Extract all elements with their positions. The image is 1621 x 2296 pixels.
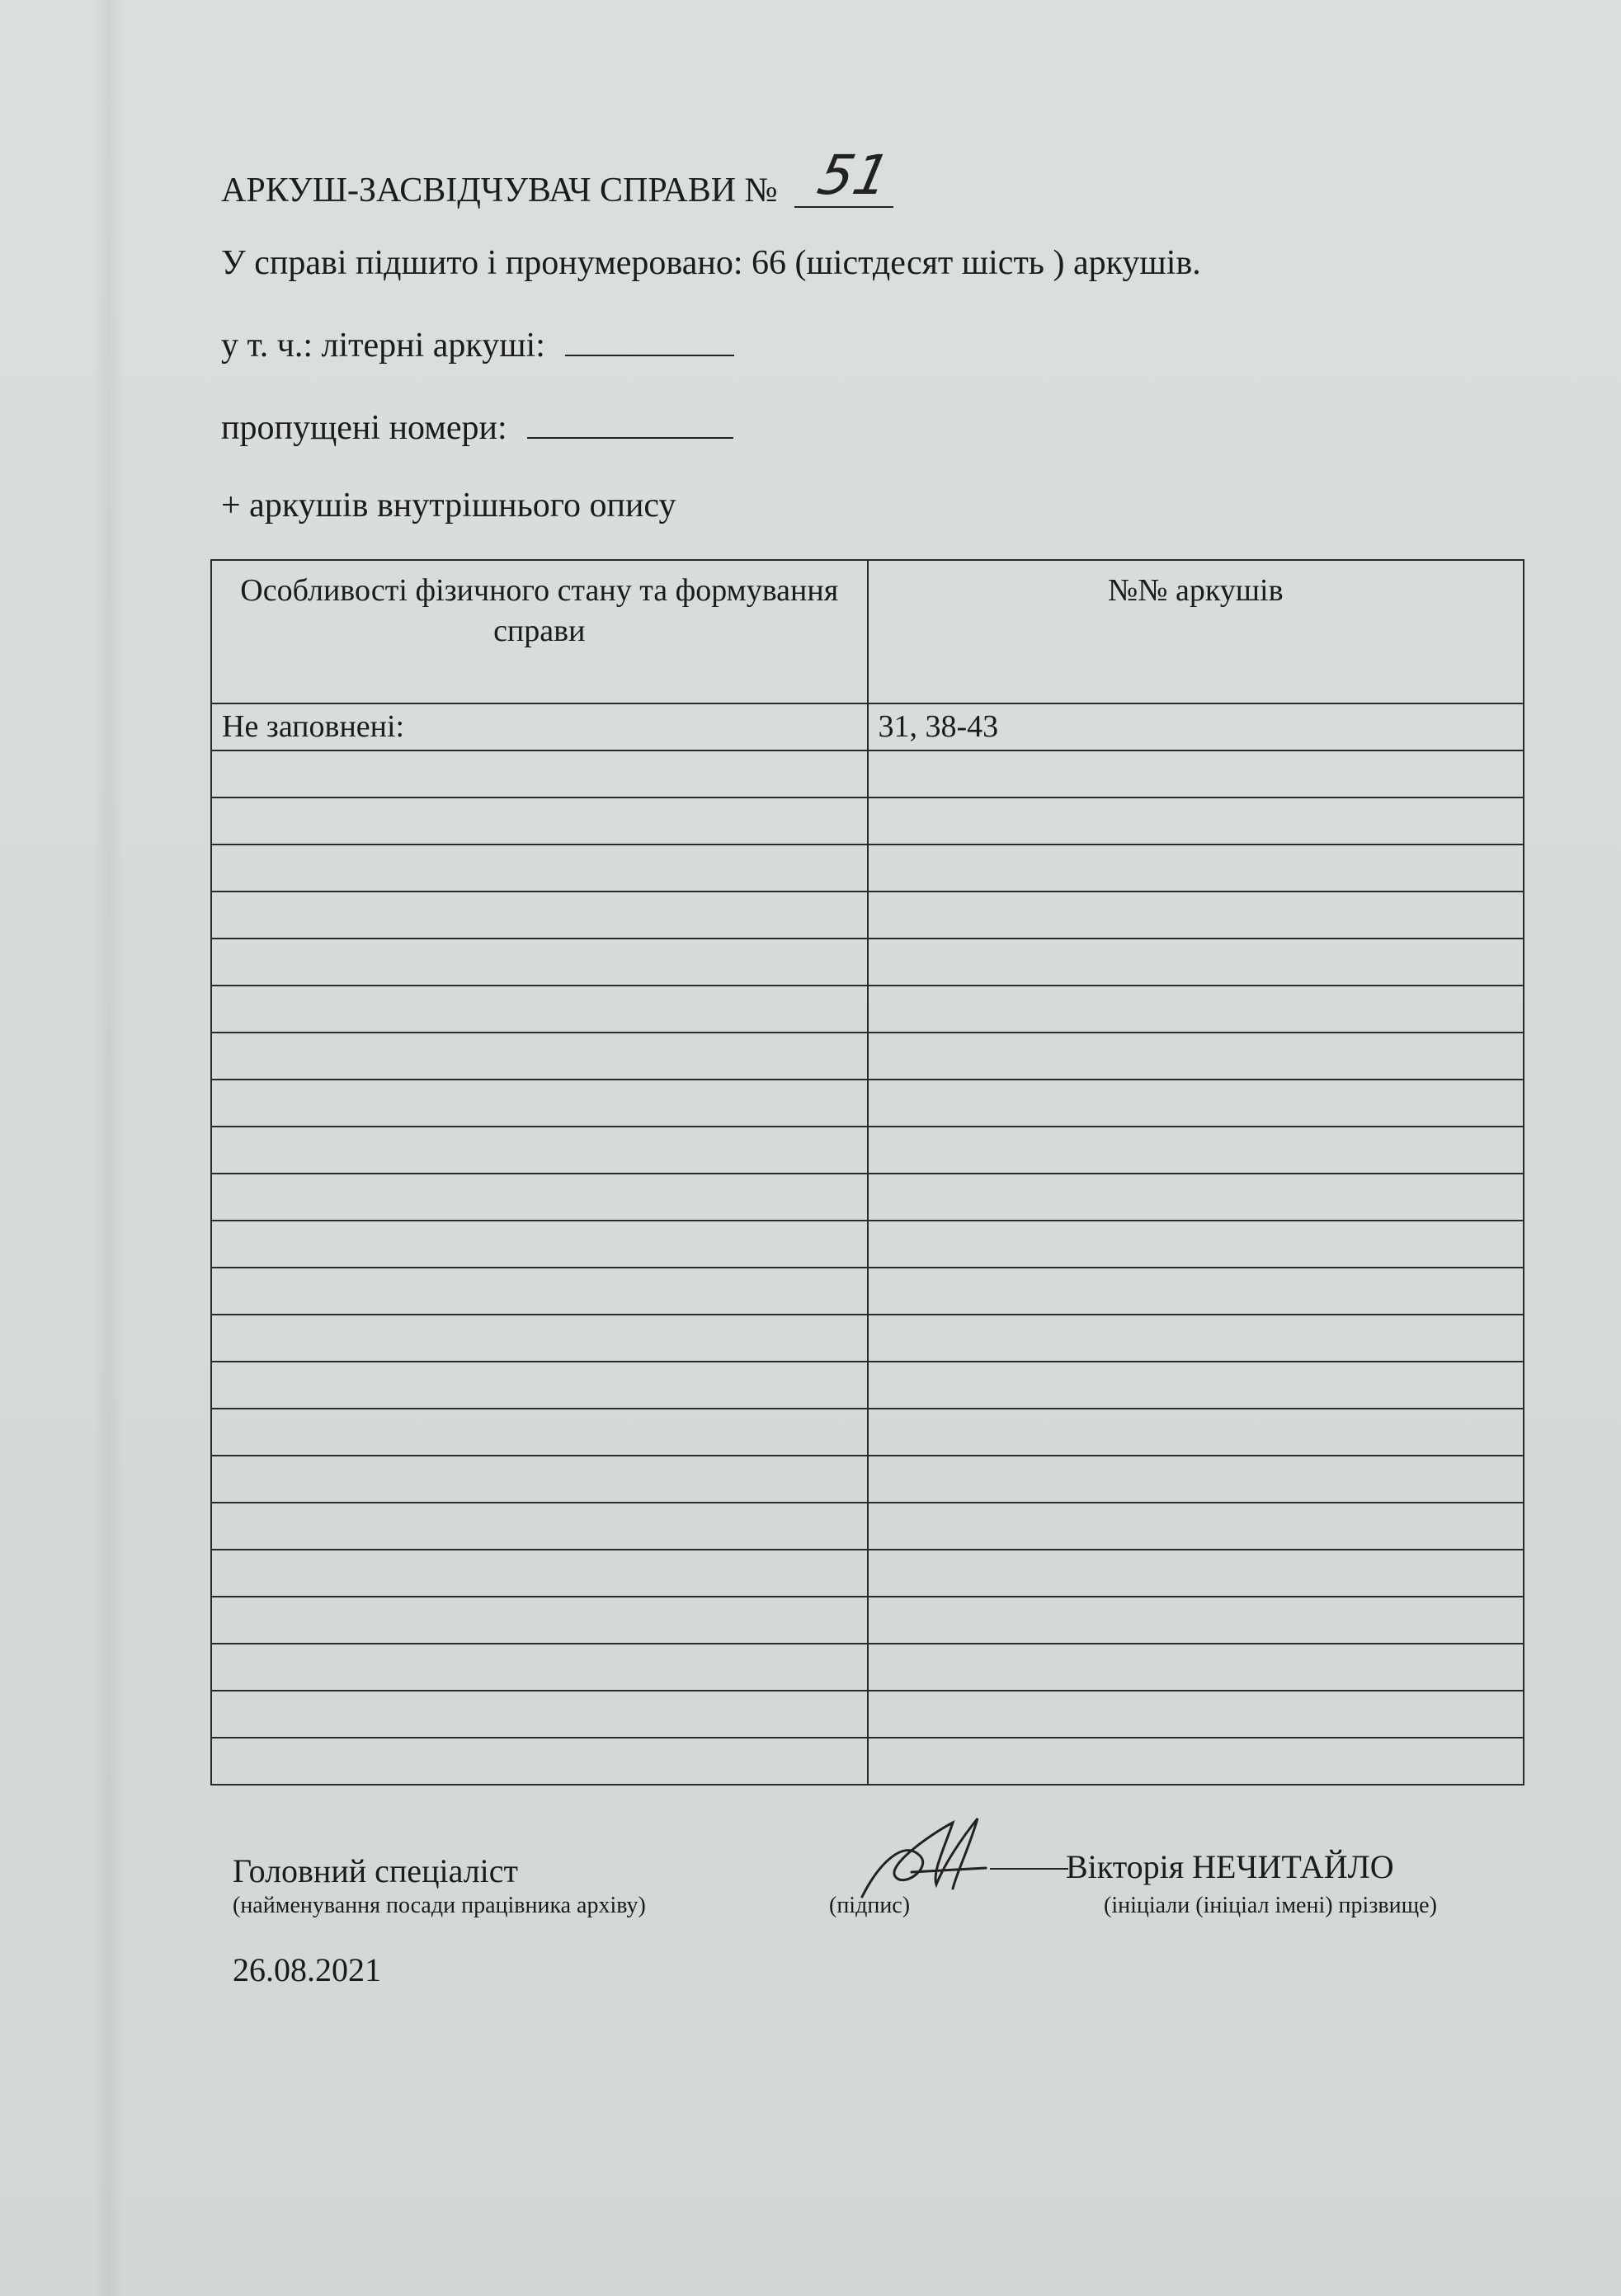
document-title: АРКУШ-ЗАСВІДЧУВАЧ СПРАВИ № (221, 172, 778, 209)
table-row (211, 1268, 1524, 1315)
table-cell-sheet-numbers (868, 1409, 1524, 1456)
table-cell-sheet-numbers (868, 1456, 1524, 1503)
table-row (211, 1127, 1524, 1174)
table-cell-sheet-numbers (868, 1691, 1524, 1738)
table-cell-condition (211, 1221, 868, 1268)
table-cell-condition (211, 750, 868, 797)
table-cell-sheet-numbers (868, 1127, 1524, 1174)
table-cell-condition (211, 1174, 868, 1221)
table-cell-sheet-numbers (868, 1362, 1524, 1409)
table-cell-condition (211, 1597, 868, 1644)
table-row (211, 1597, 1524, 1644)
table-cell-sheet-numbers: 31, 38-43 (868, 703, 1524, 750)
table-row (211, 1503, 1524, 1550)
case-number-field (794, 144, 896, 208)
table-row (211, 1174, 1524, 1221)
table-cell-sheet-numbers (868, 1268, 1524, 1315)
table-row (211, 750, 1524, 797)
table-cell-condition (211, 1362, 868, 1409)
table-cell-condition (211, 1033, 868, 1080)
table-cell-sheet-numbers (868, 939, 1524, 986)
table-cell-condition (211, 939, 868, 986)
table-row (211, 1362, 1524, 1409)
table-row (211, 797, 1524, 845)
table-cell-sheet-numbers (868, 1033, 1524, 1080)
table-cell-condition (211, 1738, 868, 1785)
table-row (211, 703, 1524, 750)
position-title: Головний спеціаліст (233, 1852, 518, 1889)
table-cell-sheet-numbers (868, 1174, 1524, 1221)
table-header-condition: Особливості фізичного стану та формування справи (211, 560, 868, 703)
table-cell-condition: Не заповнені: (211, 703, 868, 750)
table-cell-sheet-numbers (868, 797, 1524, 845)
table-cell-condition (211, 845, 868, 892)
table-row (211, 1644, 1524, 1691)
table-cell-condition (211, 1127, 868, 1174)
table-header-sheet-numbers: №№ аркушів (868, 560, 1524, 703)
missing-numbers-label: пропущені номери: (221, 409, 507, 447)
table-cell-condition (211, 1080, 868, 1127)
table-row (211, 1221, 1524, 1268)
position-caption: (найменування посади працівника архіву) (233, 1893, 646, 1918)
table-cell-sheet-numbers (868, 986, 1524, 1033)
paper-fold-shadow (92, 0, 125, 2296)
table-cell-condition (211, 1503, 868, 1550)
employee-name: Вікторія НЕЧИТАЙЛО (1066, 1848, 1394, 1885)
document-date: 26.08.2021 (233, 1951, 381, 1988)
table-cell-sheet-numbers (868, 1644, 1524, 1691)
table-cell-sheet-numbers (868, 1597, 1524, 1644)
letter-sheets-line (221, 327, 734, 363)
letter-sheets-label: у т. ч.: літерні аркуші: (221, 327, 545, 365)
table-row (211, 1738, 1524, 1785)
table-cell-sheet-numbers (868, 1080, 1524, 1127)
table-header-row (211, 560, 1524, 703)
table-row (211, 1691, 1524, 1738)
table-row (211, 1315, 1524, 1362)
numbered-sheets-line: У справі підшито і пронумеровано: 66 (шістдесят шість ) аркушів. (221, 244, 1201, 282)
table-cell-condition (211, 986, 868, 1033)
table-cell-condition (211, 1315, 868, 1362)
table-cell-condition (211, 1456, 868, 1503)
table-cell-sheet-numbers (868, 1315, 1524, 1362)
case-condition-table (210, 559, 1524, 1786)
table-row (211, 845, 1524, 892)
table-cell-sheet-numbers (868, 1503, 1524, 1550)
table-row (211, 1409, 1524, 1456)
table-cell-condition (211, 892, 868, 939)
missing-numbers-line (221, 409, 733, 445)
signature-caption: (підпис) (829, 1893, 911, 1918)
name-caption: (ініціали (ініціал імені) прізвище) (1104, 1893, 1437, 1918)
table-cell-sheet-numbers (868, 1738, 1524, 1785)
letter-sheets-blank (565, 327, 734, 356)
table-cell-sheet-numbers (868, 750, 1524, 797)
internal-inventory-line: + аркушів внутрішнього опису (221, 487, 676, 525)
table-cell-sheet-numbers (868, 1550, 1524, 1597)
table-row (211, 1456, 1524, 1503)
table-cell-condition (211, 1409, 868, 1456)
table-cell-sheet-numbers (868, 892, 1524, 939)
signature-line (990, 1868, 1068, 1870)
table-row (211, 1033, 1524, 1080)
table-row (211, 986, 1524, 1033)
table-cell-condition (211, 1691, 868, 1738)
missing-numbers-blank (527, 409, 733, 439)
table-cell-condition (211, 1644, 868, 1691)
table-cell-sheet-numbers (868, 1221, 1524, 1268)
table-row (211, 1550, 1524, 1597)
document-title-line (221, 144, 896, 209)
table-cell-condition (211, 797, 868, 845)
table-row (211, 892, 1524, 939)
table-cell-sheet-numbers (868, 845, 1524, 892)
table-row (211, 1080, 1524, 1127)
case-number: 51 (813, 144, 896, 207)
table-cell-condition (211, 1550, 868, 1597)
table-cell-condition (211, 1268, 868, 1315)
table-row (211, 939, 1524, 986)
